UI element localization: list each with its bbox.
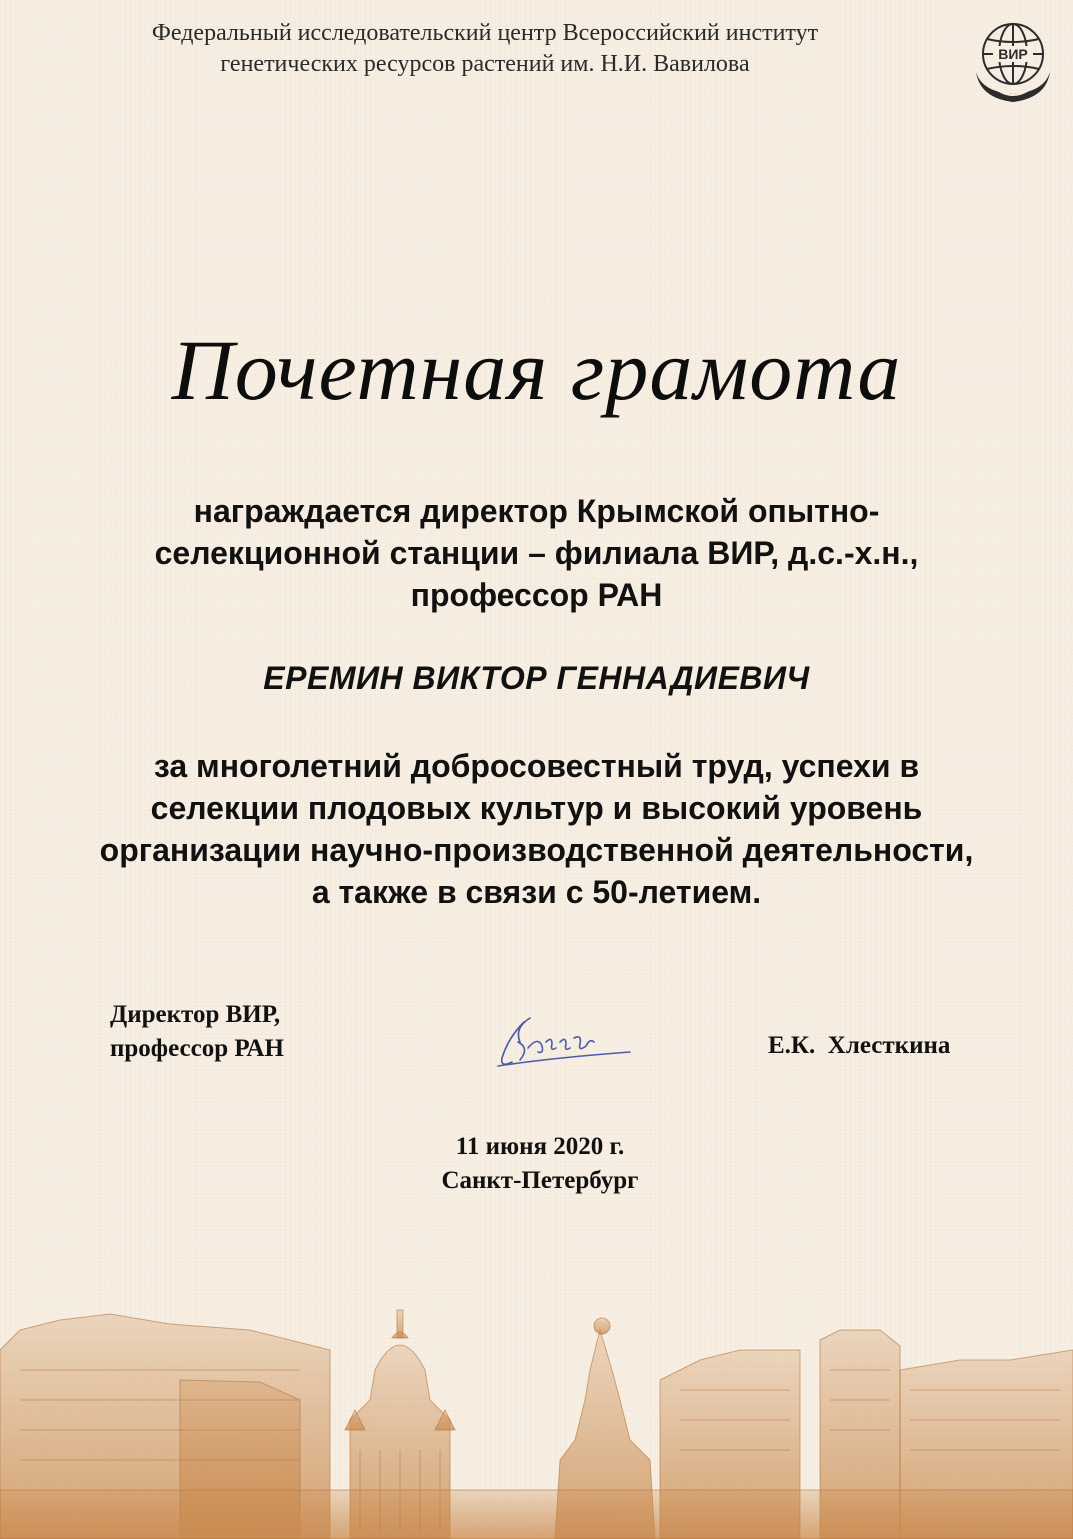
issue-city: Санкт-Петербург [441,1167,639,1194]
signatory-position-line-2: профессор РАН [110,1035,284,1062]
issue-date: 11 июня 2020 г. [455,1133,625,1160]
signatory-position-line-1: Директор ВИР, [110,1001,281,1028]
reason-line-1: за многолетний добросовестный труд, успехи в [153,748,920,784]
reason-line-4: а также в связи с 50-летием. [311,874,762,910]
award-line-3: профессор РАН [410,577,663,613]
award-line-1: награждается директор Крымской опытно- [193,493,880,529]
organization-line-1: Федеральный исследовательский центр Всероссийский институт [151,20,819,46]
recipient-name: ЕРЕМИН ВИКТОР ГЕННАДИЕВИЧ [263,660,810,696]
signatory-position [110,998,284,1066]
date-place [0,1130,1073,1198]
award-reason [20,745,1053,913]
saint-petersburg-cityscape-engraving [0,1290,1073,1539]
reason-line-3: организации научно-производственной деятельности, [99,832,974,868]
logo-text: ВИР [998,46,1028,62]
organization-header [40,18,930,80]
reason-line-2: селекции плодовых культур и высокий уровень [150,790,923,826]
award-line-2: селекционной станции – филиала ВИР, д.с.-х.н., [154,535,919,571]
award-statement [60,490,1013,616]
organization-line-2: генетических ресурсов растений им. Н.И. Вавилова [220,51,750,77]
vir-logo-icon [968,12,1058,108]
certificate-title: Почетная грамота [171,322,902,418]
signatory-name: Е.К. Хлесткина [768,1032,951,1059]
handwritten-signature [490,1008,640,1078]
